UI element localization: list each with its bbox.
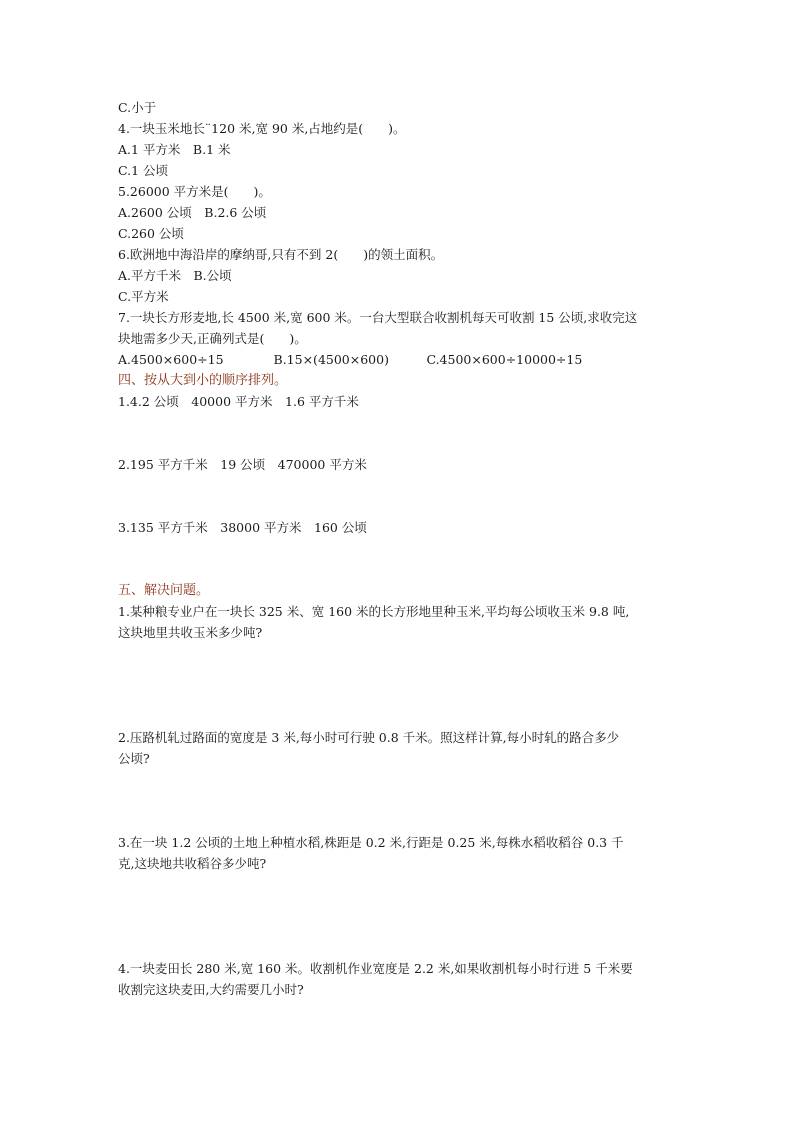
q7-options: A.4500×600÷15 B.15×(4500×600) C.4500×600÷10000÷15 [118, 352, 583, 367]
q4-option-c: C.1 公顷 [118, 163, 169, 178]
section4-item1: 1.4.2 公顷 40000 平方米 1.6 平方千米 [118, 394, 359, 409]
section5-heading: 五、解决问题。 [118, 583, 210, 598]
problem1-line2: 这块地里共收玉米多少吨? [118, 625, 263, 640]
problem2-line2: 公顷? [118, 751, 150, 766]
problem4-line2: 收割完这块麦田,大约需要几小时? [118, 982, 304, 997]
q7-text-line1: 7.一块长方形麦地,长 4500 米,宽 600 米。一台大型联合收割机每天可收割 15 公顷,求收完这 [118, 310, 638, 325]
problem2-line1: 2.压路机轧过路面的宽度是 3 米,每小时可行驶 0.8 千米。照这样计算,每小时轧的路合多少 [118, 730, 620, 745]
q6-options-ab: A.平方千米 B.公顷 [118, 268, 232, 283]
problem4-line1: 4.一块麦田长 280 米,宽 160 米。收割机作业宽度是 2.2 米,如果收割机每小时行进 5 千米要 [118, 961, 633, 976]
q6-text: 6.欧洲地中海沿岸的摩纳哥,只有不到 2( )的领土面积。 [118, 247, 444, 262]
q5-text: 5.26000 平方米是( )。 [118, 184, 271, 199]
section4-item3: 3.135 平方千米 38000 平方米 160 公顷 [118, 520, 367, 535]
problem1-line1: 1.某种粮专业户在一块长 325 米、宽 160 米的长方形地里种玉米,平均每公顷收玉米 9.8 吨, [118, 604, 630, 619]
q5-options-ab: A.2600 公顷 B.2.6 公顷 [118, 205, 267, 220]
section4-heading: 四、按从大到小的顺序排列。 [118, 373, 288, 388]
section4-item2: 2.195 平方千米 19 公顷 470000 平方米 [118, 457, 367, 472]
problem3-line2: 克,这块地共收稻谷多少吨? [118, 856, 267, 871]
q3-option-c: C.小于 [118, 100, 157, 115]
problem3-line1: 3.在一块 1.2 公顷的土地上种植水稻,株距是 0.2 米,行距是 0.25 米,每株水稻收稻谷 0.3 千 [118, 835, 624, 850]
q5-option-c: C.260 公顷 [118, 226, 184, 241]
q7-text-line2: 块地需多少天,正确列式是( )。 [118, 331, 307, 346]
q4-text: 4.一块玉米地长¨120 米,宽 90 米,占地约是( )。 [118, 121, 406, 136]
q4-options-ab: A.1 平方米 B.1 米 [118, 142, 231, 157]
q6-option-c: C.平方米 [118, 289, 169, 304]
